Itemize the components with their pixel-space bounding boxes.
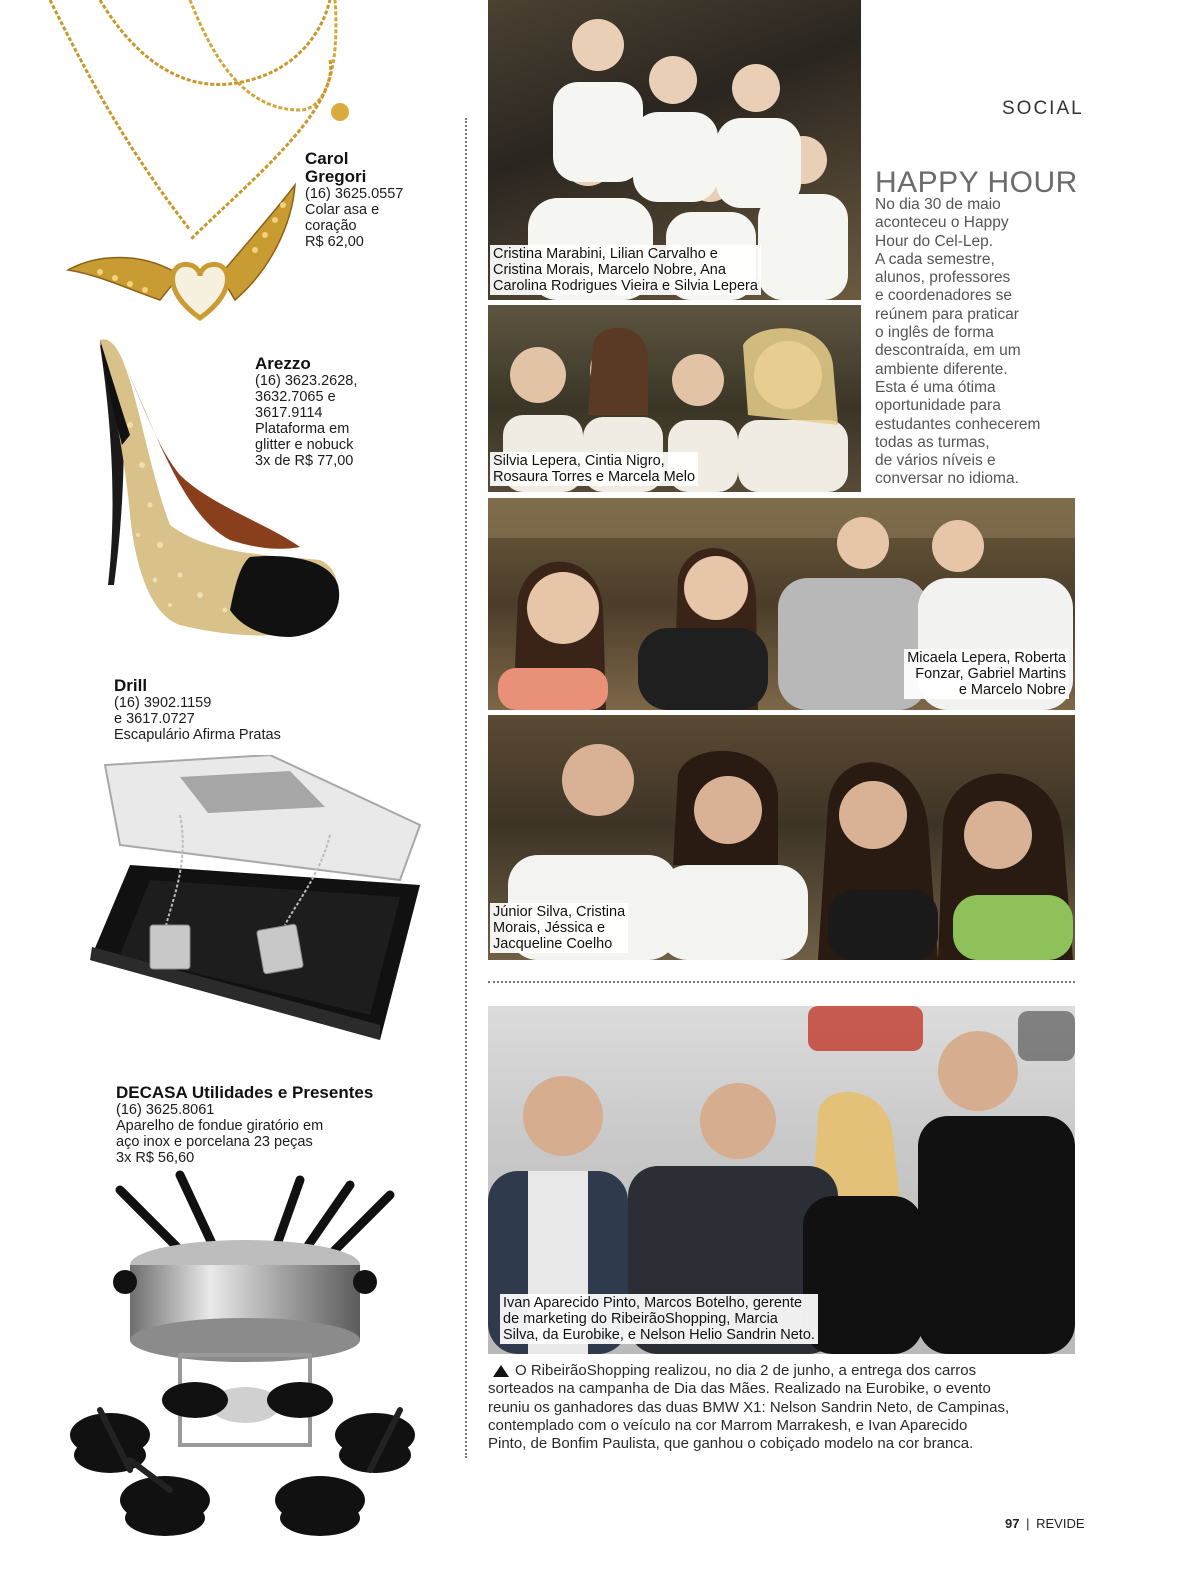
- product-decasa: [116, 1084, 436, 1166]
- happy-hour-title: HAPPY HOUR: [875, 166, 1078, 199]
- product-details: (16) 3625.8061 Aparelho de fondue giratório em aço inox e porcelana 23 peças 3x R$ 56,60: [116, 1102, 324, 1166]
- photo-car-delivery-event: [488, 1006, 1075, 1354]
- photo-happy-hour-group-1: [488, 0, 861, 300]
- product-carol-gregori: [305, 150, 485, 250]
- product-name: Drill: [114, 676, 148, 695]
- photo-happy-hour-group-4: [488, 715, 1075, 960]
- footer-separator: |: [1026, 1516, 1030, 1531]
- event-text: O RibeirãoShopping realizou, no dia 2 de junho, a entrega dos carros sorteados na campanha de Dia das Mães. Realizado na Eurobike, o evento reuniu os ganhadores das duas BMW X1: Nelson Sandrin Neto, de Campinas, contemplado com o veículo na cor Marrom Marrakesh, e Ivan Aparecido Pinto, de Bonfim Paulista, que ganhou o cobiçado modelo na cor branca.: [488, 1362, 1010, 1453]
- photo-caption: Júnior Silva, Cristina Morais, Jéssica e Jacqueline Coelho: [490, 903, 628, 953]
- page-footer: [1005, 1516, 1085, 1531]
- column-divider: [465, 118, 467, 1458]
- product-name: Arezzo: [255, 354, 311, 373]
- photo-happy-hour-group-3: [488, 498, 1075, 710]
- page-number: 97: [1005, 1516, 1020, 1531]
- product-details: (16) 3902.1159 e 3617.0727 Escapulário Afirma Pratas: [114, 695, 281, 743]
- photo-caption: Ivan Aparecido Pinto, Marcos Botelho, gerente de marketing do RibeirãoShopping, Marcia Silva, da Eurobike, e Nelson Helio Sandrin Neto.: [500, 1294, 818, 1344]
- triangle-bullet-icon: [493, 1365, 509, 1377]
- product-arezzo: [255, 355, 455, 469]
- section-label: SOCIAL: [1002, 98, 1084, 119]
- fondue-set-image: [70, 1170, 440, 1540]
- photo-caption: Micaela Lepera, Roberta Fonzar, Gabriel Martins e Marcelo Nobre: [904, 649, 1069, 699]
- product-details: (16) 3625.0557 Colar asa e coração R$ 62,00: [305, 186, 404, 250]
- product-drill: [114, 677, 374, 743]
- photo-caption: Silvia Lepera, Cintia Nigro, Rosaura Torres e Marcela Melo: [490, 452, 698, 486]
- happy-hour-body: No dia 30 de maio aconteceu o Happy Hour do Cel-Lep. A cada semestre, alunos, professores e coordenadores se reúnem para praticar o inglês de forma descontraída, em um ambiente diferente. Esta é uma ótima oportunidade para estudantes conhecerem todas as turmas, de vários níveis e conversar no idioma.: [875, 196, 1041, 488]
- product-name: Carol Gregori: [305, 149, 367, 186]
- photo-happy-hour-group-2: [488, 305, 861, 492]
- product-name: DECASA Utilidades e Presentes: [116, 1083, 374, 1102]
- magazine-name: REVIDE: [1036, 1516, 1085, 1531]
- photo-caption: Cristina Marabini, Lilian Carvalho e Cristina Morais, Marcelo Nobre, Ana Carolina Rodrigues Vieira e Silvia Lepera: [490, 245, 761, 295]
- scapular-box-image: [80, 755, 425, 1045]
- product-details: (16) 3623.2628, 3632.7065 e 3617.9114 Plataforma em glitter e nobuck 3x de R$ 77,00: [255, 373, 358, 469]
- section-divider: [488, 981, 1075, 983]
- event-description: [488, 1362, 1078, 1453]
